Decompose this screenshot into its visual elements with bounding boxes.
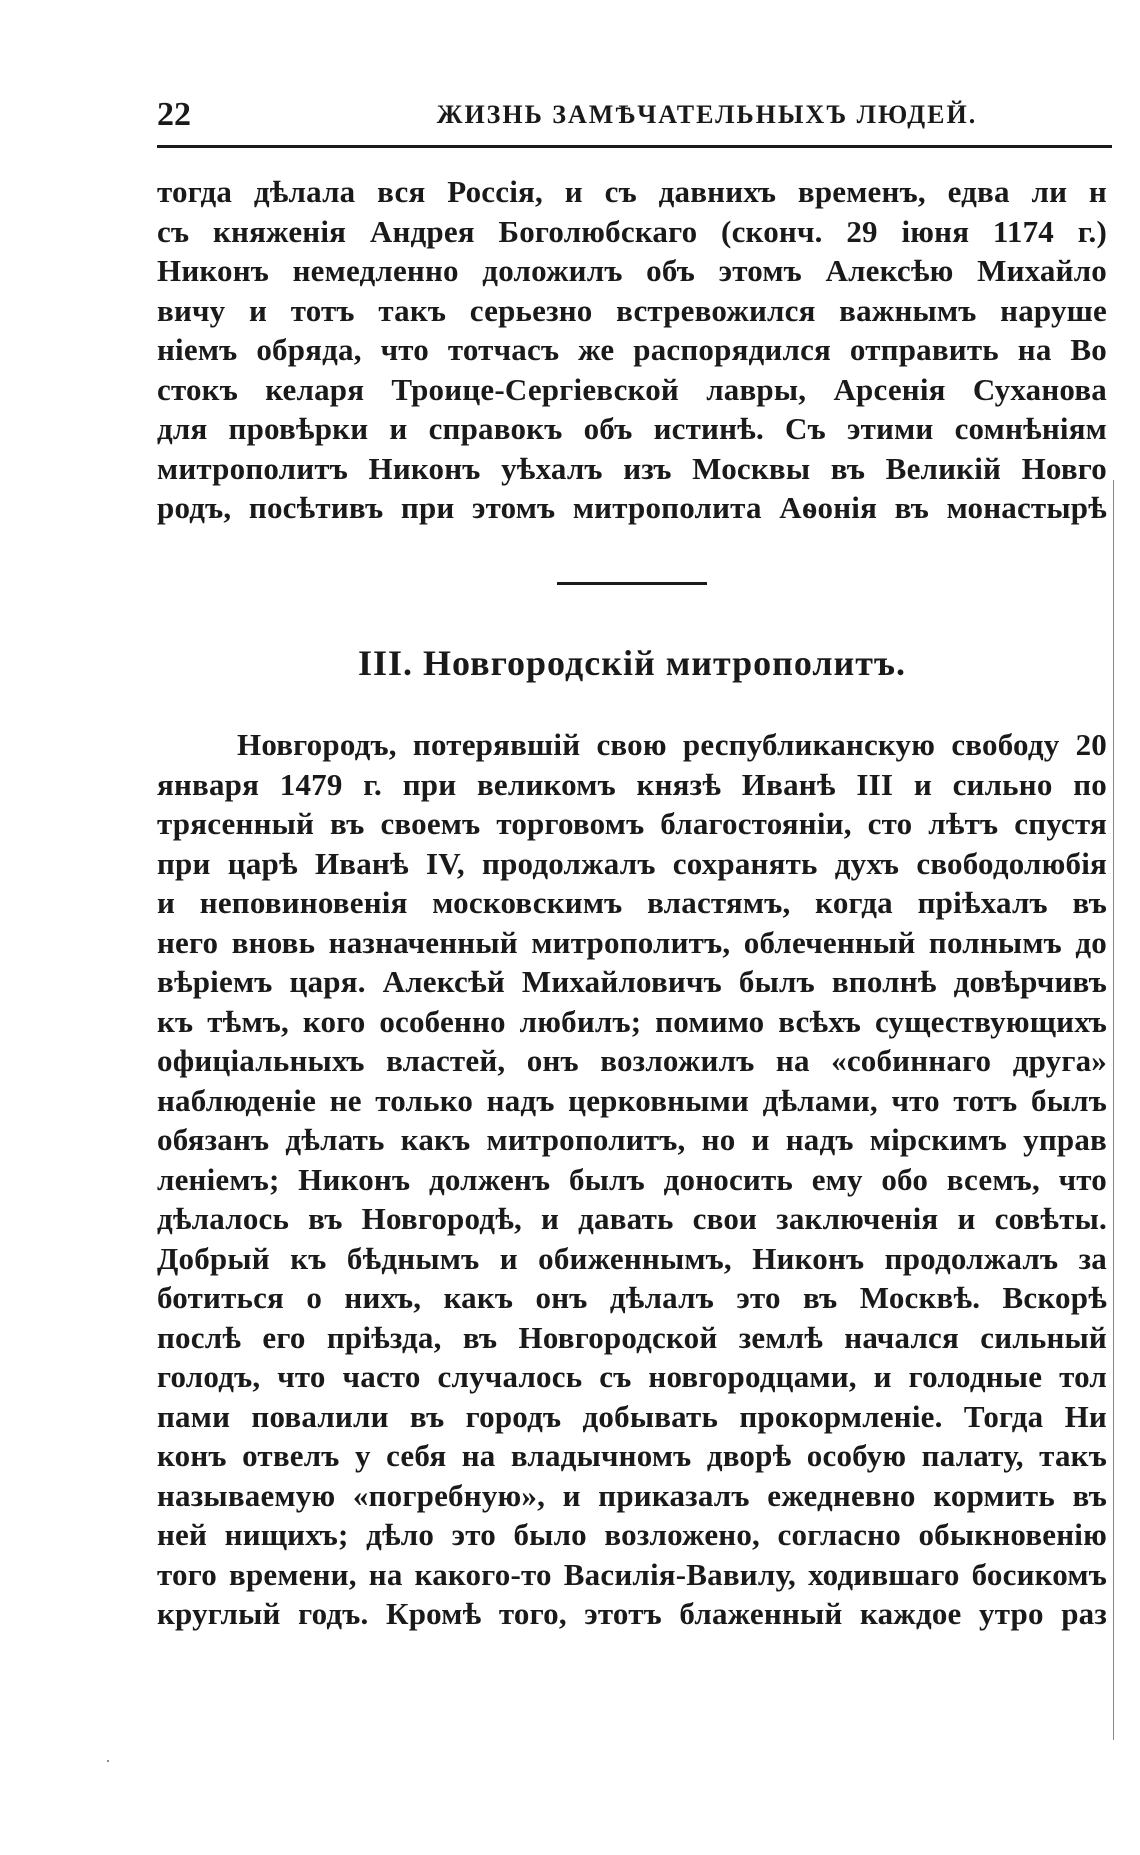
text-line: при царѣ Иванѣ IV, продолжалъ сохранять духъ свободолюбія [157,845,1107,881]
text-line: ніемъ обряда, что тотчасъ же распорядился отправить на Во [157,332,1107,367]
text-line: тогда дѣлала вся Россія, и съ давнихъ временъ, едва ли н [157,174,1107,209]
page-edge-shadow [1113,480,1114,1740]
text-line: Никонъ немедленно доложилъ объ этомъ Алексѣю Михайло [157,253,1107,288]
text-line: того времени, на какого-то Василія-Вавилу, ходившаго босикомъ [157,1556,1107,1592]
text-line: съ княженія Андрея Боголюбскаго (сконч. 29 іюня 1174 г.) [157,213,1107,249]
page-number: 22 [157,96,191,133]
section-separator [557,582,707,585]
text-line: Новгородъ, потерявшій свою республиканскую свободу 20 [237,727,1107,762]
text-line: родъ, посѣтивъ при этомъ митрополита Аѳонія въ монастырѣ [157,490,1107,525]
text-line: ней нищихъ; дѣло это было возложено, согласно обыкновенію [157,1517,1107,1552]
print-speck [107,1760,109,1762]
text-line: круглый годъ. Кромѣ того, этотъ блаженный каждое утро раз [157,1596,1107,1631]
text-line: митрополитъ Никонъ уѣхалъ изъ Москвы въ Великій Новго [157,450,1107,486]
text-line: стокъ келаря Троице-Сергіевской лавры, Арсенія Суханова [157,371,1107,407]
text-line: вичу и тотъ такъ серьезно встревожился важнымъ наруше [157,292,1107,328]
text-line: называемую «погребную», и приказалъ ежедневно кормить въ [157,1477,1107,1513]
text-line: трясенный въ своемъ торговомъ благостояніи, сто лѣтъ спустя [157,806,1107,841]
text-line: обязанъ дѣлать какъ митрополитъ, но и надъ мірскимъ управ [157,1122,1107,1157]
header-rule [157,145,1112,148]
paragraph-top [157,172,1107,528]
text-line: голодъ, что часто случалось съ новгородцами, и голодные тол [157,1359,1107,1394]
text-line: и неповиновенія московскимъ властямъ, когда пріѣхалъ въ [157,885,1107,920]
paragraph-main [157,725,1107,1634]
text-line: пами повалили въ городъ добывать прокормленіе. Тогда Ни [157,1398,1107,1434]
text-line: наблюденіе не только надъ церковными дѣлами, что тотъ былъ [157,1082,1107,1118]
text-line: послѣ его пріѣзда, въ Новгородской землѣ начался сильный [157,1319,1107,1355]
text-line: офиціальныхъ властей, онъ возложилъ на «собиннаго друга» [157,1043,1107,1078]
running-title: ЖИЗНЬ ЗАМѢЧАТЕЛЬНЫХЪ ЛЮДЕЙ. [436,100,978,129]
text-line: него вновь назначенный митрополитъ, облеченный полнымъ до [157,924,1107,960]
text-line: января 1479 г. при великомъ князѣ Иванѣ III и сильно по [157,766,1107,802]
text-line: къ тѣмъ, кого особенно любилъ; помимо всѣхъ существующихъ [157,1003,1107,1039]
text-line: Добрый къ бѣднымъ и обиженнымъ, Никонъ продолжалъ за [157,1240,1107,1276]
text-line: дѣлалось въ Новгородѣ, и давать свои заключенія и совѣты. [157,1201,1107,1236]
text-line: для провѣрки и справокъ объ истинѣ. Съ этими сомнѣніям [157,411,1107,446]
text-line: ботиться о нихъ, какъ онъ дѣлалъ это въ Москвѣ. Вскорѣ [157,1280,1107,1315]
text-line: конъ отвелъ у себя на владычномъ дворѣ особую палату, такъ [157,1438,1107,1473]
text-line: вѣріемъ царя. Алексѣй Михайловичъ былъ вполнѣ довѣрчивъ [157,964,1107,999]
section-heading: III. Новгородскій митрополитъ. [358,643,906,683]
page-header [157,96,1107,142]
text-line: леніемъ; Никонъ долженъ былъ доносить ему обо всемъ, что [157,1161,1107,1197]
